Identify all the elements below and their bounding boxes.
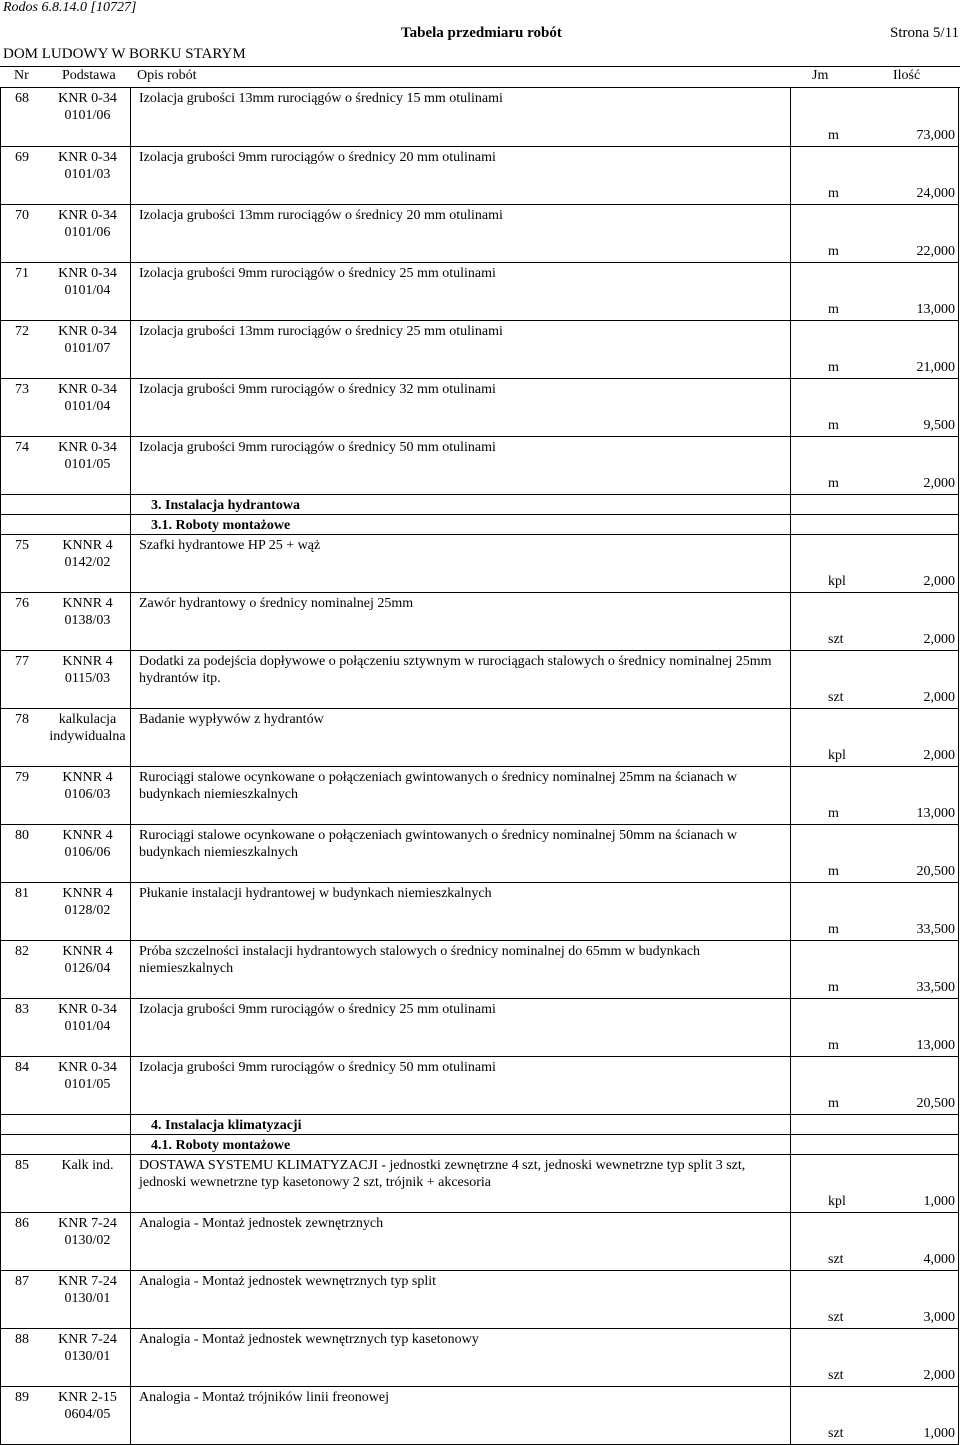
row-number: 81 (15, 885, 29, 901)
podstawa-line2: 0130/01 (64, 1290, 111, 1306)
row-number: 89 (15, 1389, 29, 1405)
table-row (1, 262, 959, 320)
row-number: 86 (15, 1215, 29, 1231)
podstawa-line1: KNR 2-15 (58, 1389, 117, 1405)
unit: m (828, 863, 839, 879)
quantity: 73,000 (916, 127, 955, 143)
table-row (1, 1328, 959, 1386)
row-number: 72 (15, 323, 29, 339)
quantity: 9,500 (923, 417, 955, 433)
nr-podstawa-cell (1, 1270, 131, 1328)
quantity: 2,000 (923, 689, 955, 705)
table-row (1, 592, 959, 650)
row-number: 82 (15, 943, 29, 959)
description-cell: Próba szczelności instalacji hydrantowych stalowych o średnicy nominalnej do 65mm w budynkach niemieszkalnych (131, 940, 791, 998)
nr-podstawa-cell (1, 204, 131, 262)
podstawa (45, 323, 130, 357)
unit: kpl (828, 573, 846, 589)
quantity: 1,000 (923, 1425, 955, 1441)
podstawa (45, 381, 130, 415)
podstawa (45, 1059, 130, 1093)
quantity-cell (791, 88, 959, 146)
podstawa-line1: KNR 0-34 (58, 381, 117, 397)
table-row (1, 1386, 959, 1444)
unit: m (828, 979, 839, 995)
podstawa-line2: 0130/02 (64, 1232, 111, 1248)
podstawa (45, 149, 130, 183)
table-row (1, 204, 959, 262)
estimate-table (0, 88, 959, 1445)
unit: kpl (828, 1193, 846, 1209)
quantity-cell (791, 998, 959, 1056)
description-cell: Izolacja grubości 9mm rurociągów o średnicy 50 mm otulinami (131, 1056, 791, 1114)
podstawa-line1: KNNR 4 (62, 653, 113, 669)
section-blank-cell (1, 1134, 131, 1154)
podstawa (45, 1331, 130, 1365)
podstawa (45, 439, 130, 473)
quantity: 22,000 (916, 243, 955, 259)
description-cell: Analogia - Montaż trójników linii freonowej (131, 1386, 791, 1444)
app-version: Rodos 6.8.14.0 [10727] (3, 0, 137, 15)
section-blank-cell (1, 1114, 131, 1134)
description-cell: DOSTAWA SYSTEMU KLIMATYZACJI - jednostki zewnętrzne 4 szt, jednoski wewnetrzne typ split 3 szt, jednoski wewnetrzne typ kasetonowy 2 szt, trójnik + akcesoria (131, 1154, 791, 1212)
podstawa-line2: 0128/02 (64, 902, 111, 918)
podstawa-line1: KNR 0-34 (58, 323, 117, 339)
quantity-cell (791, 146, 959, 204)
description-cell: Analogia - Montaż jednostek wewnętrznych typ split (131, 1270, 791, 1328)
row-number: 75 (15, 537, 29, 553)
podstawa-line2: 0101/05 (64, 456, 111, 472)
table-row (1, 88, 959, 146)
podstawa-line1: KNR 7-24 (58, 1215, 117, 1231)
quantity-cell (791, 204, 959, 262)
podstawa (45, 1389, 130, 1423)
quantity: 33,500 (916, 979, 955, 995)
podstawa-line1: KNNR 4 (62, 885, 113, 901)
nr-podstawa-cell (1, 824, 131, 882)
row-number: 88 (15, 1331, 29, 1347)
table-row (1, 650, 959, 708)
unit: szt (828, 1251, 844, 1267)
description-cell: Izolacja grubości 13mm rurociągów o średnicy 20 mm otulinami (131, 204, 791, 262)
quantity: 13,000 (916, 805, 955, 821)
nr-podstawa-cell (1, 1056, 131, 1114)
section-title: 3. Instalacja hydrantowa (131, 494, 791, 514)
quantity: 20,500 (916, 863, 955, 879)
podstawa (45, 265, 130, 299)
table-row (1, 940, 959, 998)
nr-podstawa-cell (1, 592, 131, 650)
unit: szt (828, 1367, 844, 1383)
unit: szt (828, 631, 844, 647)
podstawa-line1: KNNR 4 (62, 595, 113, 611)
quantity-cell (791, 1270, 959, 1328)
unit: m (828, 243, 839, 259)
description-cell: Izolacja grubości 9mm rurociągów o średnicy 25 mm otulinami (131, 998, 791, 1056)
unit: m (828, 301, 839, 317)
podstawa (45, 207, 130, 241)
description-cell: Izolacja grubości 9mm rurociągów o średnicy 50 mm otulinami (131, 436, 791, 494)
podstawa (45, 1273, 130, 1307)
podstawa (45, 537, 130, 571)
podstawa-line2: 0101/05 (64, 1076, 111, 1092)
podstawa-line1: KNR 0-34 (58, 207, 117, 223)
section-title: 3.1. Roboty montażowe (131, 514, 791, 534)
quantity-cell (791, 262, 959, 320)
row-number: 77 (15, 653, 29, 669)
description-cell: Płukanie instalacji hydrantowej w budynkach niemieszkalnych (131, 882, 791, 940)
table-row (1, 882, 959, 940)
unit: m (828, 417, 839, 433)
unit: kpl (828, 747, 846, 763)
section-title: 4.1. Roboty montażowe (131, 1134, 791, 1154)
nr-podstawa-cell (1, 262, 131, 320)
podstawa-line1: KNR 0-34 (58, 149, 117, 165)
row-number: 68 (15, 91, 29, 106)
podstawa-line1: KNR 7-24 (58, 1273, 117, 1289)
quantity-cell (791, 320, 959, 378)
section-blank-cell (791, 1114, 959, 1134)
quantity: 4,000 (923, 1251, 955, 1267)
quantity-cell (791, 708, 959, 766)
podstawa-line1: KNNR 4 (62, 769, 113, 785)
quantity: 2,000 (923, 475, 955, 491)
nr-podstawa-cell (1, 436, 131, 494)
podstawa (45, 1215, 130, 1249)
column-header-jm: Jm (812, 68, 829, 83)
unit: m (828, 359, 839, 375)
unit: m (828, 127, 839, 143)
podstawa-line1: KNNR 4 (62, 537, 113, 553)
quantity: 13,000 (916, 301, 955, 317)
table-row (1, 766, 959, 824)
column-header-podstawa: Podstawa (62, 68, 116, 83)
podstawa (45, 943, 130, 977)
row-number: 76 (15, 595, 29, 611)
column-header-nr: Nr (14, 68, 29, 83)
quantity: 2,000 (923, 1367, 955, 1383)
table-row (1, 824, 959, 882)
nr-podstawa-cell (1, 146, 131, 204)
podstawa-line2: 0115/03 (64, 670, 111, 686)
nr-podstawa-cell (1, 766, 131, 824)
section-blank-cell (1, 514, 131, 534)
section-row (1, 1134, 959, 1154)
nr-podstawa-cell (1, 1386, 131, 1444)
unit: m (828, 921, 839, 937)
table-row (1, 320, 959, 378)
quantity-cell (791, 824, 959, 882)
podstawa-line2: 0101/04 (64, 398, 111, 414)
unit: m (828, 185, 839, 201)
section-blank-cell (1, 494, 131, 514)
quantity-cell (791, 1212, 959, 1270)
quantity: 13,000 (916, 1037, 955, 1053)
podstawa-line1: KNNR 4 (62, 827, 113, 843)
row-number: 83 (15, 1001, 29, 1017)
row-number: 78 (15, 711, 29, 727)
section-row (1, 514, 959, 534)
table-row (1, 378, 959, 436)
quantity-cell (791, 1154, 959, 1212)
description-cell: Izolacja grubości 9mm rurociągów o średnicy 20 mm otulinami (131, 146, 791, 204)
quantity: 2,000 (923, 747, 955, 763)
section-row (1, 1114, 959, 1134)
podstawa (45, 90, 130, 124)
podstawa-line2: 0138/03 (64, 612, 111, 628)
description-cell: Izolacja grubości 9mm rurociągów o średnicy 25 mm otulinami (131, 262, 791, 320)
podstawa-line1: KNR 0-34 (58, 1001, 117, 1017)
podstawa-line2: 0101/04 (64, 1018, 111, 1034)
row-number: 87 (15, 1273, 29, 1289)
description-cell: Rurociągi stalowe ocynkowane o połączeniach gwintowanych o średnicy nominalnej 25mm na ścianach w budynkach niemieszkalnych (131, 766, 791, 824)
quantity: 24,000 (916, 185, 955, 201)
unit: m (828, 475, 839, 491)
description-cell: Szafki hydrantowe HP 25 + wąż (131, 534, 791, 592)
quantity-cell (791, 534, 959, 592)
podstawa-line1: kalkulacja (58, 711, 117, 727)
table-row (1, 1056, 959, 1114)
nr-podstawa-cell (1, 998, 131, 1056)
podstawa (45, 1157, 130, 1174)
nr-podstawa-cell (1, 708, 131, 766)
column-header-opis: Opis robót (137, 68, 197, 83)
project-name: DOM LUDOWY W BORKU STARYM (3, 46, 246, 62)
podstawa-line2: indywidualna (49, 728, 126, 744)
podstawa (45, 769, 130, 803)
description-cell: Zawór hydrantowy o średnicy nominalnej 25mm (131, 592, 791, 650)
podstawa (45, 653, 130, 687)
quantity: 2,000 (923, 631, 955, 647)
table-row (1, 998, 959, 1056)
description-cell: Analogia - Montaż jednostek zewnętrznych (131, 1212, 791, 1270)
nr-podstawa-cell (1, 882, 131, 940)
unit: m (828, 805, 839, 821)
quantity: 21,000 (916, 359, 955, 375)
table-row (1, 534, 959, 592)
row-number: 69 (15, 149, 29, 165)
quantity: 2,000 (923, 573, 955, 589)
quantity: 33,500 (916, 921, 955, 937)
table-row (1, 146, 959, 204)
podstawa-line1: KNR 7-24 (58, 1331, 117, 1347)
podstawa-line2: 0101/04 (64, 282, 111, 298)
podstawa-line1: KNR 0-34 (58, 439, 117, 455)
description-cell: Izolacja grubości 13mm rurociągów o średnicy 15 mm otulinami (131, 88, 791, 146)
document-title: Tabela przedmiaru robót (401, 25, 562, 41)
description-cell: Izolacja grubości 9mm rurociągów o średnicy 32 mm otulinami (131, 378, 791, 436)
quantity: 3,000 (923, 1309, 955, 1325)
description-cell: Analogia - Montaż jednostek wewnętrznych typ kasetonowy (131, 1328, 791, 1386)
section-blank-cell (791, 494, 959, 514)
row-number: 84 (15, 1059, 29, 1075)
quantity-cell (791, 378, 959, 436)
podstawa (45, 885, 130, 919)
quantity-cell (791, 436, 959, 494)
quantity-cell (791, 940, 959, 998)
row-number: 71 (15, 265, 29, 281)
quantity-cell (791, 882, 959, 940)
podstawa-line2: 0604/05 (64, 1406, 111, 1422)
podstawa-line2: 0106/06 (64, 844, 111, 860)
section-title: 4. Instalacja klimatyzacji (131, 1114, 791, 1134)
nr-podstawa-cell (1, 88, 131, 146)
row-number: 74 (15, 439, 29, 455)
podstawa-line1: KNR 0-34 (58, 91, 117, 106)
nr-podstawa-cell (1, 534, 131, 592)
header-rule-top (0, 66, 960, 67)
unit: szt (828, 1309, 844, 1325)
podstawa (45, 1001, 130, 1035)
podstawa-line2: 0101/06 (64, 108, 111, 123)
nr-podstawa-cell (1, 1328, 131, 1386)
section-blank-cell (791, 514, 959, 534)
podstawa-line1: Kalk ind. (61, 1157, 114, 1173)
table-row (1, 1154, 959, 1212)
podstawa-line2: 0101/06 (64, 224, 111, 240)
unit: m (828, 1037, 839, 1053)
description-cell: Rurociągi stalowe ocynkowane o połączeniach gwintowanych o średnicy nominalnej 50mm na ścianach w budynkach niemieszkalnych (131, 824, 791, 882)
podstawa (45, 711, 130, 745)
quantity-cell (791, 1386, 959, 1444)
nr-podstawa-cell (1, 650, 131, 708)
podstawa-line2: 0126/04 (64, 960, 111, 976)
nr-podstawa-cell (1, 1212, 131, 1270)
nr-podstawa-cell (1, 1154, 131, 1212)
quantity-cell (791, 650, 959, 708)
podstawa-line2: 0101/07 (64, 340, 111, 356)
table-row (1, 1212, 959, 1270)
unit: m (828, 1095, 839, 1111)
podstawa-line2: 0106/03 (64, 786, 111, 802)
quantity-cell (791, 1328, 959, 1386)
quantity-cell (791, 1056, 959, 1114)
description-cell: Badanie wypływów z hydrantów (131, 708, 791, 766)
section-row (1, 494, 959, 514)
podstawa-line2: 0142/02 (64, 554, 111, 570)
quantity: 20,500 (916, 1095, 955, 1111)
podstawa-line1: KNR 0-34 (58, 265, 117, 281)
unit: szt (828, 1425, 844, 1441)
table-row (1, 1270, 959, 1328)
podstawa (45, 827, 130, 861)
podstawa-line2: 0101/03 (64, 166, 111, 182)
description-cell: Izolacja grubości 13mm rurociągów o średnicy 25 mm otulinami (131, 320, 791, 378)
quantity: 1,000 (923, 1193, 955, 1209)
table-row (1, 436, 959, 494)
nr-podstawa-cell (1, 320, 131, 378)
row-number: 79 (15, 769, 29, 785)
row-number: 70 (15, 207, 29, 223)
nr-podstawa-cell (1, 378, 131, 436)
quantity-cell (791, 766, 959, 824)
podstawa-line1: KNR 0-34 (58, 1059, 117, 1075)
description-cell: Dodatki za podejścia dopływowe o połączeniu sztywnym w rurociągach stalowych o średnicy nominalnej 25mm hydrantów itp. (131, 650, 791, 708)
nr-podstawa-cell (1, 940, 131, 998)
row-number: 85 (15, 1157, 29, 1173)
table-row (1, 708, 959, 766)
quantity-cell (791, 592, 959, 650)
row-number: 73 (15, 381, 29, 397)
column-header-ilosc: Ilość (893, 68, 921, 83)
unit: szt (828, 689, 844, 705)
podstawa (45, 595, 130, 629)
row-number: 80 (15, 827, 29, 843)
podstawa-line1: KNNR 4 (62, 943, 113, 959)
podstawa-line2: 0130/01 (64, 1348, 111, 1364)
page-number: Strona 5/11 (890, 25, 960, 41)
section-blank-cell (791, 1134, 959, 1154)
